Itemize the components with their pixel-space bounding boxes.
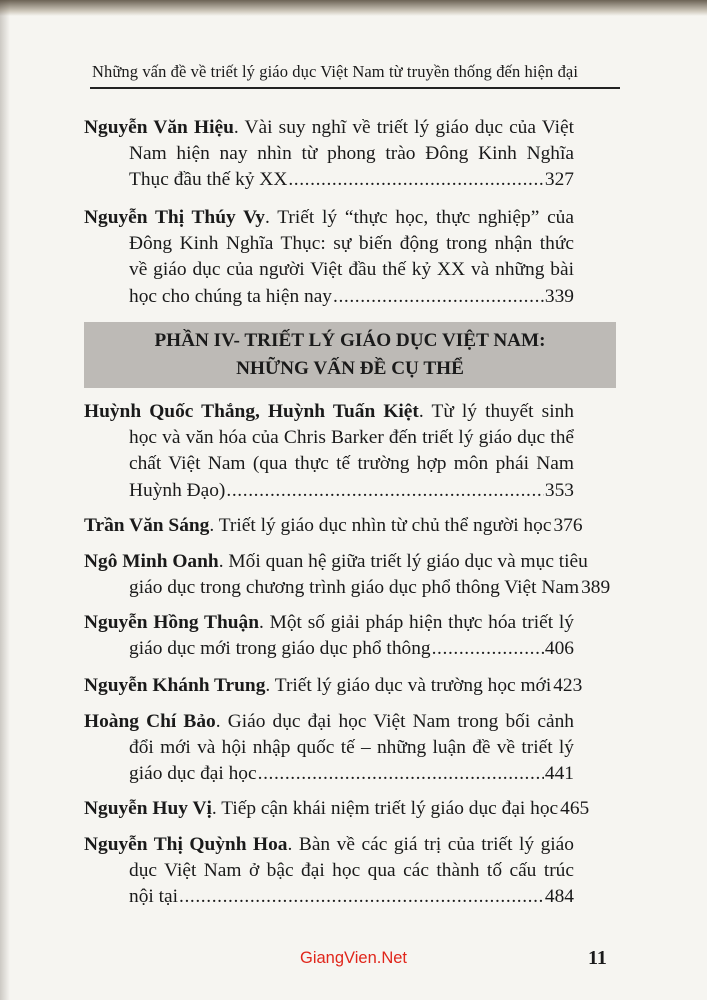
toc-author: Ngô Minh Oanh	[84, 551, 219, 572]
toc-author: Nguyễn Thị Quỳnh Hoa	[84, 834, 288, 855]
page-number: 11	[588, 947, 607, 969]
running-head: Những vấn đề về triết lý giáo dục Việt Nam từ truyền thống đến hiện đại	[92, 62, 579, 81]
toc-page-number: 353	[544, 479, 574, 501]
toc-page-number: 389	[581, 577, 611, 599]
toc-author: Nguyễn Hồng Thuận	[84, 612, 259, 633]
toc-title: dục Việt Nam ở bậc đại học qua các thành tố cấu trúc	[129, 860, 574, 882]
toc-leader-dots	[432, 636, 544, 662]
toc-title: Một số giải pháp hiện thực hóa triết lý	[269, 612, 574, 633]
toc-page-number: 406	[544, 638, 574, 660]
toc-entry[interactable]: Nguyễn Huy Vị. Tiếp cận khái niệm triết lý giáo dục đại học 465	[84, 796, 574, 822]
toc-entry[interactable]: Nguyễn Văn Hiệu. Vài suy nghĩ về triết lý giáo dục của Việt Nam hiện nay nhìn từ phong trào Đông Kinh Nghĩa Thục đầu thế kỷ XX ..... 327	[84, 115, 574, 194]
toc-entry[interactable]: Trần Văn Sáng. Triết lý giáo dục nhìn từ chủ thể người học 376	[84, 513, 574, 539]
toc-title: Giáo dục đại học Việt Nam trong bối cảnh	[227, 711, 574, 732]
toc-author: Trần Văn Sáng	[84, 515, 210, 536]
toc-title: Thục đầu thế kỷ XX	[129, 169, 288, 191]
toc-leader-dots	[179, 884, 544, 910]
toc-title: Bàn về các giá trị của triết lý giáo	[298, 834, 574, 855]
toc-page-number: 441	[544, 763, 574, 785]
toc-page-number: 376	[553, 515, 583, 536]
footer-watermark: GiangVien.Net	[299, 949, 408, 967]
toc-leader-dots	[333, 284, 544, 310]
toc-page-number: 484	[544, 886, 574, 908]
toc-entry[interactable]: Huỳnh Quốc Thắng, Huỳnh Tuấn Kiệt. Từ lý thuyết sinh học và văn hóa của Chris Barker đến triết lý giáo dục thể chất Việt Nam (qua thực tế trường hợp môn phái Nam Huỳnh Đạo) ..... 353	[84, 399, 574, 504]
toc-entry[interactable]: Nguyễn Hồng Thuận. Một số giải pháp hiện thực hóa triết lý giáo dục mới trong giáo dục phổ thông ..... 406	[84, 610, 574, 662]
toc-page-number: 339	[544, 285, 574, 307]
toc-author: Nguyễn Văn Hiệu	[84, 117, 234, 138]
toc-title: học và văn hóa của Chris Barker đến triết lý giáo dục thể	[129, 427, 574, 449]
toc-title: giáo dục trong chương trình giáo dục phổ thông Việt Nam	[129, 577, 580, 599]
toc-author: Nguyễn Thị Thúy Vy	[84, 207, 265, 228]
toc-page-number: 327	[544, 169, 574, 191]
toc-title: Triết lý “thực học, thực nghiệp” của	[277, 207, 574, 228]
toc-entry[interactable]: Hoàng Chí Bảo. Giáo dục đại học Việt Nam trong bối cảnh đổi mới và hội nhập quốc tế – những luận đề về triết lý giáo dục đại học ..... 441	[84, 709, 574, 788]
toc-title: giáo dục đại học	[129, 763, 257, 785]
toc-title: giáo dục mới trong giáo dục phổ thông	[129, 638, 431, 660]
toc-title: Đông Kinh Nghĩa Thục: sự biến động trong nhận thức	[129, 233, 574, 255]
toc-entry[interactable]: Nguyễn Khánh Trung. Triết lý giáo dục và trường học mới 423	[84, 673, 574, 699]
toc-page-number: 423	[553, 675, 583, 696]
toc-title: về giáo dục của người Việt đầu thế kỷ XX và những bài	[129, 259, 574, 281]
toc-leader-dots	[258, 761, 544, 787]
toc-title: Từ lý thuyết sinh	[431, 401, 574, 422]
toc-title: Huỳnh Đạo)	[129, 479, 226, 501]
toc-title: học cho chúng ta hiện nay	[129, 285, 332, 307]
toc-title: Vài suy nghĩ về triết lý giáo dục của Việt	[244, 117, 574, 138]
toc-title: đổi mới và hội nhập quốc tế – những luận đề về triết lý	[129, 737, 574, 759]
toc-title: Mối quan hệ giữa triết lý giáo dục và mục tiêu	[228, 551, 588, 572]
toc-title: nội tại	[129, 886, 179, 908]
toc-title: Nam hiện nay nhìn từ phong trào Đông Kinh Nghĩa	[129, 143, 574, 165]
toc-title: chất Việt Nam (qua thực tế trường hợp môn phái Nam	[129, 453, 574, 475]
section-heading-line: PHẦN IV- TRIẾT LÝ GIÁO DỤC VIỆT NAM:	[154, 330, 546, 351]
toc-entry[interactable]: Nguyễn Thị Thúy Vy. Triết lý “thực học, thực nghiệp” của Đông Kinh Nghĩa Thục: sự biến động trong nhận thức về giáo dục của người Việt đầu thế kỷ XX và những bài học cho chúng ta hiện nay ..... 339	[84, 205, 574, 310]
toc-author: Nguyễn Khánh Trung	[84, 675, 266, 696]
page-binding-shadow	[0, 0, 10, 1000]
toc-title: Triết lý giáo dục nhìn từ chủ thể người học	[218, 515, 552, 536]
section-heading	[84, 322, 616, 388]
running-head-rule	[90, 87, 620, 89]
toc-entry[interactable]: Ngô Minh Oanh. Mối quan hệ giữa triết lý giáo dục và mục tiêu giáo dục trong chương trình giáo dục phổ thông Việt Nam 389	[84, 549, 574, 601]
toc-author: Nguyễn Huy Vị	[84, 798, 212, 819]
toc-leader-dots	[226, 478, 544, 504]
page-top-edge	[0, 0, 707, 16]
toc-title: Triết lý giáo dục và trường học mới	[274, 675, 552, 696]
toc-title: Tiếp cận khái niệm triết lý giáo dục đại học	[221, 798, 559, 819]
toc-leader-dots	[288, 167, 544, 193]
section-heading-line: NHỮNG VẤN ĐỀ CỤ THỂ	[236, 358, 464, 379]
toc-entry[interactable]: Nguyễn Thị Quỳnh Hoa. Bàn về các giá trị của triết lý giáo dục Việt Nam ở bậc đại học qua các thành tố cấu trúc nội tại ..... 484	[84, 832, 574, 911]
toc-author: Huỳnh Quốc Thắng, Huỳnh Tuấn Kiệt	[84, 401, 419, 422]
toc-page-number: 465	[560, 798, 590, 819]
toc-author: Hoàng Chí Bảo	[84, 711, 216, 732]
